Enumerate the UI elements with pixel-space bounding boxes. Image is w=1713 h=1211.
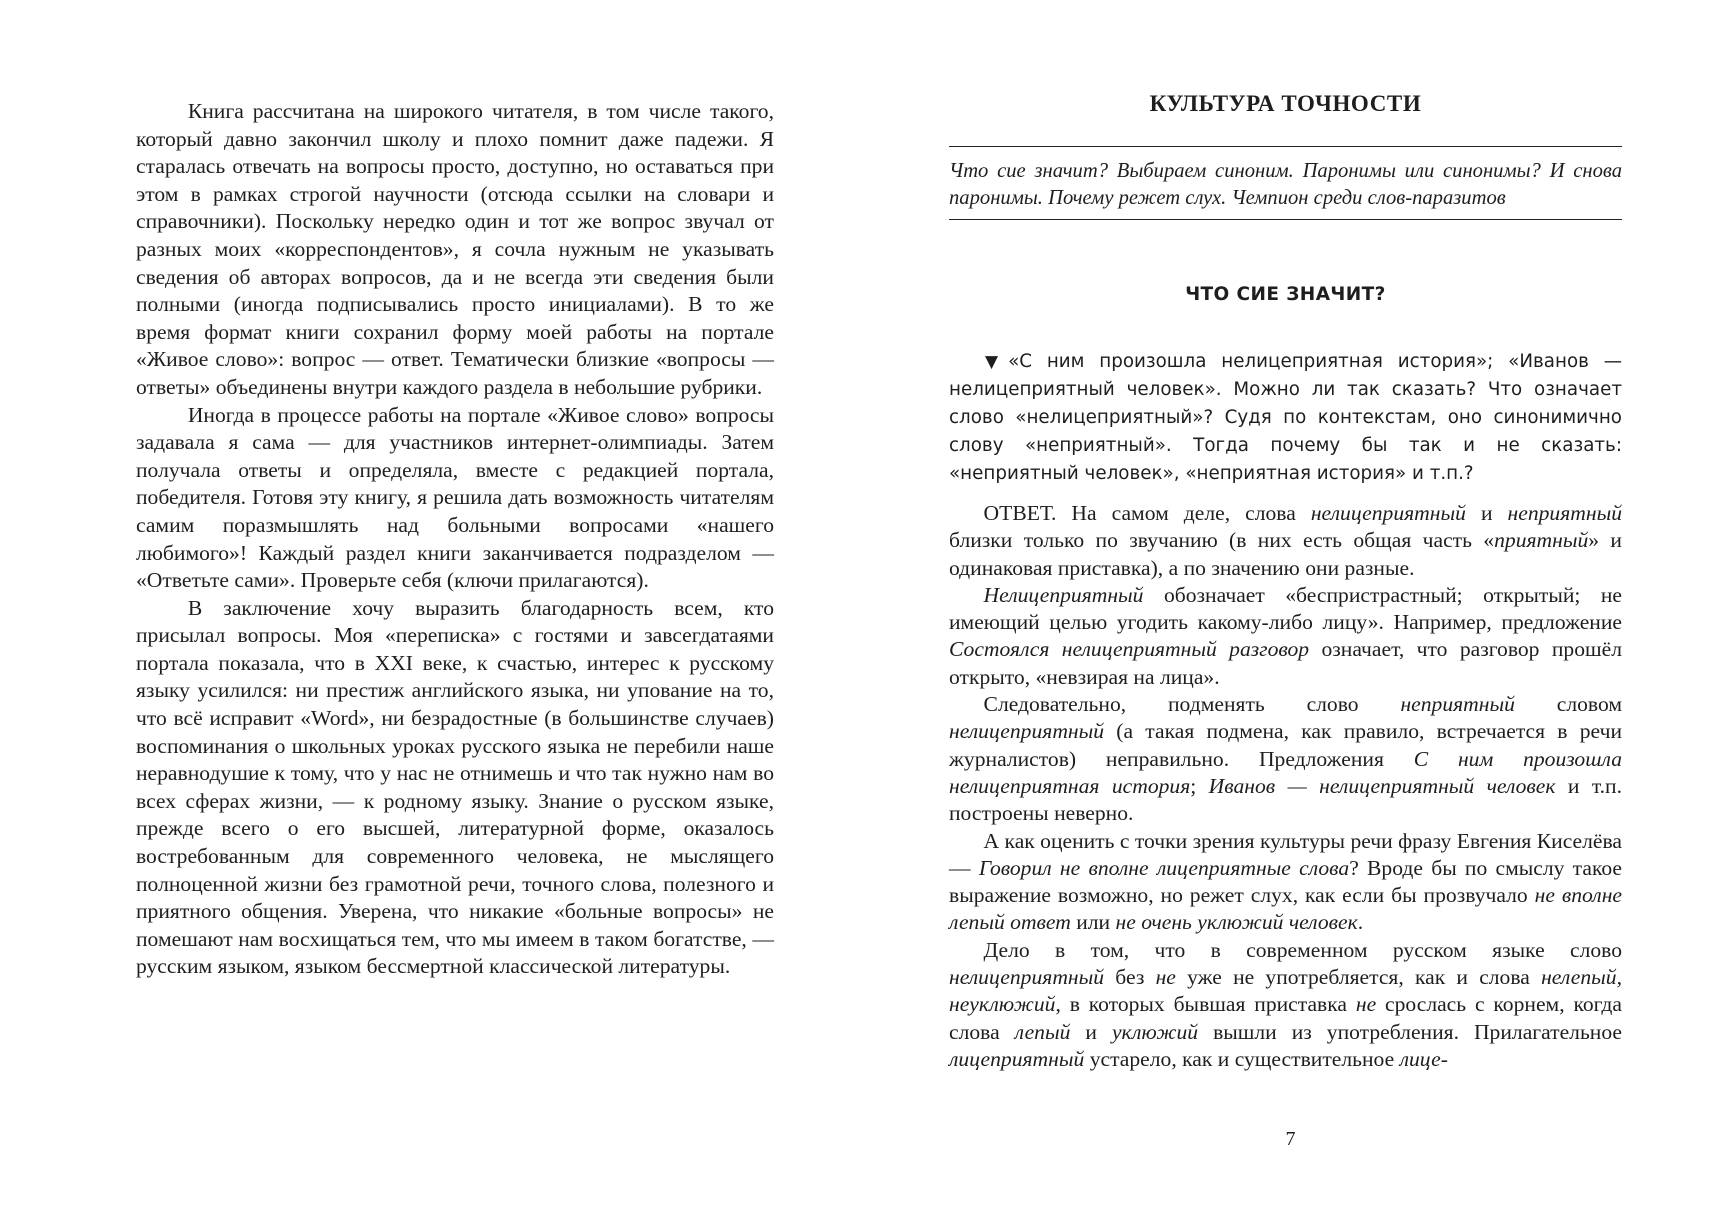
triangle-marker-icon: ▼ xyxy=(985,352,999,372)
text-run: словом xyxy=(1514,692,1623,717)
italic-term: не xyxy=(1155,965,1176,990)
text-run: (а такая подмена, как правило, встречается в речи журналистов) неправильно. Предложения xyxy=(949,719,1622,771)
italic-term: нелицеприятный xyxy=(1310,501,1466,525)
text-run: близки только по звучанию (в них есть общая часть « xyxy=(949,528,1495,553)
text-run: Дело в том, что в современном русском языке слово xyxy=(983,937,1622,962)
text-run: » и одинаковая приставка), а по значению они разные. xyxy=(949,528,1622,580)
answer-paragraph xyxy=(949,828,1622,937)
text-run: без xyxy=(1104,965,1156,990)
text-run: или xyxy=(1070,910,1116,935)
paragraph: Иногда в процессе работы на портале «Живое слово» вопросы задавала я сама — для участников интернет-олимпиады. Затем получала ответы и определяла, вместе с редакцией портала, победителя. Готовя эту книгу, я решила дать возможность читателям самим поразмышлять над больными вопросами «нашего любимого»! Каждый раздел книги заканчивается подразделом — «Ответьте сами». Проверьте себя (ключи прилагаются). xyxy=(136,402,774,593)
italic-term: Нелицеприятный xyxy=(983,582,1144,607)
italic-term: приятный xyxy=(1494,528,1589,553)
italic-term: С ним произошла нелицеприятная история xyxy=(949,746,1622,798)
text-run: вышли из употребления. Прилагательное xyxy=(1198,1019,1623,1044)
right-page xyxy=(856,0,1713,1211)
italic-term: не xyxy=(1355,992,1377,1017)
text-run: срослась с корнем, когда слова xyxy=(949,992,1622,1044)
italic-term: Состоялся нелицеприятный разговор xyxy=(949,637,1310,662)
text-run: А как оценить с точки зрения культуры речи фразу Евгения Киселёва — xyxy=(949,828,1622,880)
section-heading: ЧТО СИЕ ЗНАЧИТ? xyxy=(1185,284,1386,305)
text-run: ; xyxy=(1190,773,1209,798)
text-run: ОТВЕТ. На самом деле, слова xyxy=(983,501,1311,525)
answer-paragraph xyxy=(949,937,1622,1073)
text-run: . xyxy=(1357,910,1364,935)
text-run: ? Вроде бы по смыслу такое выражение возможно, но режет слух, как если бы прозвучало xyxy=(949,855,1622,908)
question-text: «С ним произошла нелицеприятная история»; «Иванов — нелицеприятный человек». Можно ли так сказать? Что означает слово «нелицеприятный»? Судя по контекстам, оно синонимично слову «неприятный». Тогда почему бы так и не сказать: «неприятный человек», «неприятная история» и т.п.? xyxy=(949,351,1622,484)
text-run: означает, что разговор прошёл открыто, «невзирая на лица». xyxy=(949,637,1622,689)
rule-bottom xyxy=(949,219,1622,220)
italic-term: не вполне лепый ответ xyxy=(949,883,1622,935)
italic-term: уклюжий xyxy=(1111,1019,1199,1044)
text-run: Следовательно, подменять слово xyxy=(983,692,1401,717)
italic-term: неприятный xyxy=(1507,501,1623,525)
text-run: и xyxy=(1465,501,1508,525)
paragraph: Книга рассчитана на широкого читателя, в том числе такого, который давно закончил школу и плохо помнит даже падежи. Я старалась отвечать на вопросы просто, доступно, но оставаться при этом в рамках строгой научности (отсюда ссылки на словари и справочники). Поскольку нередко один и тот же вопрос звучал от разных моих «корреспондентов», я сочла нужным не указывать сведения об авторах вопросов, да и не всегда эти сведения были полными (иногда подписывались просто инициалами). В то же время формат книги сохранил форму моей работы на портале «Живое слово»: вопрос — ответ. Тематически близкие «вопросы — ответы» объединены внутри каждого раздела в небольшие рубрики. xyxy=(136,99,774,399)
italic-term: Говорил не вполне лицеприятные слова xyxy=(978,855,1350,880)
left-page xyxy=(0,0,856,1211)
text-run: уже не употребляется, как и слова xyxy=(1175,965,1542,990)
italic-term: Иванов — нелицеприятный человек xyxy=(1208,773,1556,798)
chapter-heading: КУЛЬТУРА ТОЧНОСТИ xyxy=(1149,91,1422,116)
question-block xyxy=(949,348,1622,488)
italic-term: неприятный xyxy=(1400,692,1515,717)
answer-paragraph xyxy=(949,582,1622,691)
italic-term: нелепый, неуклюжий xyxy=(949,965,1622,1017)
answer-block xyxy=(949,500,1622,1073)
chapter-contents: Что сие значит? Выбираем синоним. Паронимы или синонимы? И снова паронимы. Почему режет слух. Чемпион среди слов-паразитов xyxy=(949,160,1622,209)
text-run: и xyxy=(1070,1019,1112,1044)
italic-term: нелицеприятный xyxy=(949,965,1105,990)
text-run: и т.п. построены неверно. xyxy=(949,773,1622,826)
answer-paragraph xyxy=(949,691,1622,827)
text-run: обозначает «беспристрастный; открытый; не имеющий целью угодить какому-либо лицу». Например, предложение xyxy=(949,582,1622,635)
text-run: , в которых бывшая приставка xyxy=(1055,992,1356,1017)
italic-term: не очень уклюжий человек xyxy=(1115,910,1358,935)
text-run: устарело, как и существительное xyxy=(1084,1046,1400,1071)
left-page-text xyxy=(136,98,774,981)
paragraph: В заключение хочу выразить благодарность всем, кто присылал вопросы. Моя «переписка» с гостями и завсегдатаями портала показала, что в XXI веке, к счастью, интерес к русскому языку усилился: ни престиж английского языка, ни упование на то, что всё исправит «Word», ни безрадостные (в большинстве случаев) воспоминания о школьных уроках русского языка не перебили наше неравнодушие к тому, что у нас не отнимешь и что так нужно нам во всех сферах жизни, — к родному языку. Знание о русском языке, прежде всего о его высшей, литературной форме, оказалось востребованным для современного человека, не мыслящего полноценной жизни без грамотной речи, точного слова, полезного и приятного общения. Уверена, что никакие «больные вопросы» не помешают нам восхищаться тем, что мы имеем в таком богатстве, — русским языком, языком бессмертной классической литературы. xyxy=(136,595,774,979)
answer-paragraph xyxy=(949,500,1622,582)
italic-term: лепый xyxy=(1014,1019,1071,1044)
italic-term: лице- xyxy=(1399,1046,1448,1071)
rule-top xyxy=(949,146,1622,147)
italic-term: лицеприятный xyxy=(949,1046,1085,1071)
page-number: 7 xyxy=(1285,1128,1296,1150)
italic-term: нелицеприятный xyxy=(949,719,1105,744)
